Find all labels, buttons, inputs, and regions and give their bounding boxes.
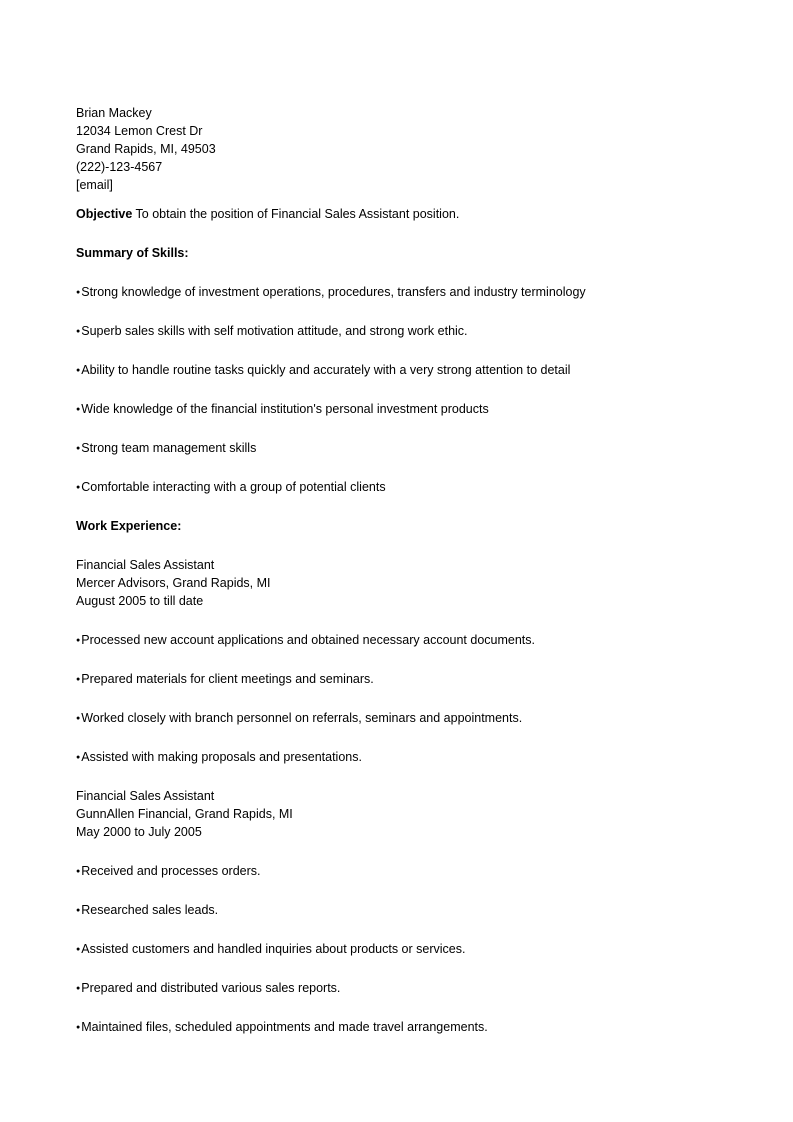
job-company: Mercer Advisors, Grand Rapids, MI	[76, 576, 271, 590]
contact-email: [email]	[76, 178, 113, 192]
job-entry	[76, 787, 716, 1036]
list-item: ● Received and processes orders.	[76, 862, 716, 880]
job-dates: May 2000 to July 2005	[76, 825, 202, 839]
list-item: ● Worked closely with branch personnel on referrals, seminars and appointments.	[76, 709, 716, 727]
skills-heading: Summary of Skills:	[76, 246, 189, 260]
list-item: ● Researched sales leads.	[76, 901, 716, 919]
list-item: ● Prepared materials for client meetings and seminars.	[76, 670, 716, 688]
objective-label: Objective	[76, 207, 133, 221]
objective	[76, 205, 716, 223]
contact-phone: (222)-123-4567	[76, 160, 163, 174]
list-item: ● Ability to handle routine tasks quickly and accurately with a very strong attention to detail	[76, 361, 716, 379]
resume-page	[76, 104, 716, 1057]
list-item: ● Maintained files, scheduled appointments and made travel arrangements.	[76, 1018, 716, 1036]
list-item: ● Comfortable interacting with a group of potential clients	[76, 478, 716, 496]
contact-name: Brian Mackey	[76, 106, 152, 120]
contact-block	[76, 104, 716, 194]
list-item: ● Assisted with making proposals and presentations.	[76, 748, 716, 766]
contact-address: 12034 Lemon Crest Dr	[76, 124, 203, 138]
job-title: Financial Sales Assistant	[76, 558, 215, 572]
experience-heading: Work Experience:	[76, 519, 182, 533]
job-company: GunnAllen Financial, Grand Rapids, MI	[76, 807, 293, 821]
list-item: ● Prepared and distributed various sales reports.	[76, 979, 716, 997]
job-title: Financial Sales Assistant	[76, 789, 215, 803]
skills-list	[76, 283, 716, 496]
contact-city: Grand Rapids, MI, 49503	[76, 142, 216, 156]
list-item: ● Wide knowledge of the financial institution's personal investment products	[76, 400, 716, 418]
list-item: ● Strong team management skills	[76, 439, 716, 457]
objective-text: To obtain the position of Financial Sales Assistant position.	[132, 207, 460, 221]
job-entry	[76, 556, 716, 766]
list-item: ● Processed new account applications and obtained necessary account documents.	[76, 631, 716, 649]
job-dates: August 2005 to till date	[76, 594, 204, 608]
list-item: ● Superb sales skills with self motivation attitude, and strong work ethic.	[76, 322, 716, 340]
list-item: ● Assisted customers and handled inquiries about products or services.	[76, 940, 716, 958]
list-item: ● Strong knowledge of investment operations, procedures, transfers and industry terminology	[76, 283, 716, 301]
